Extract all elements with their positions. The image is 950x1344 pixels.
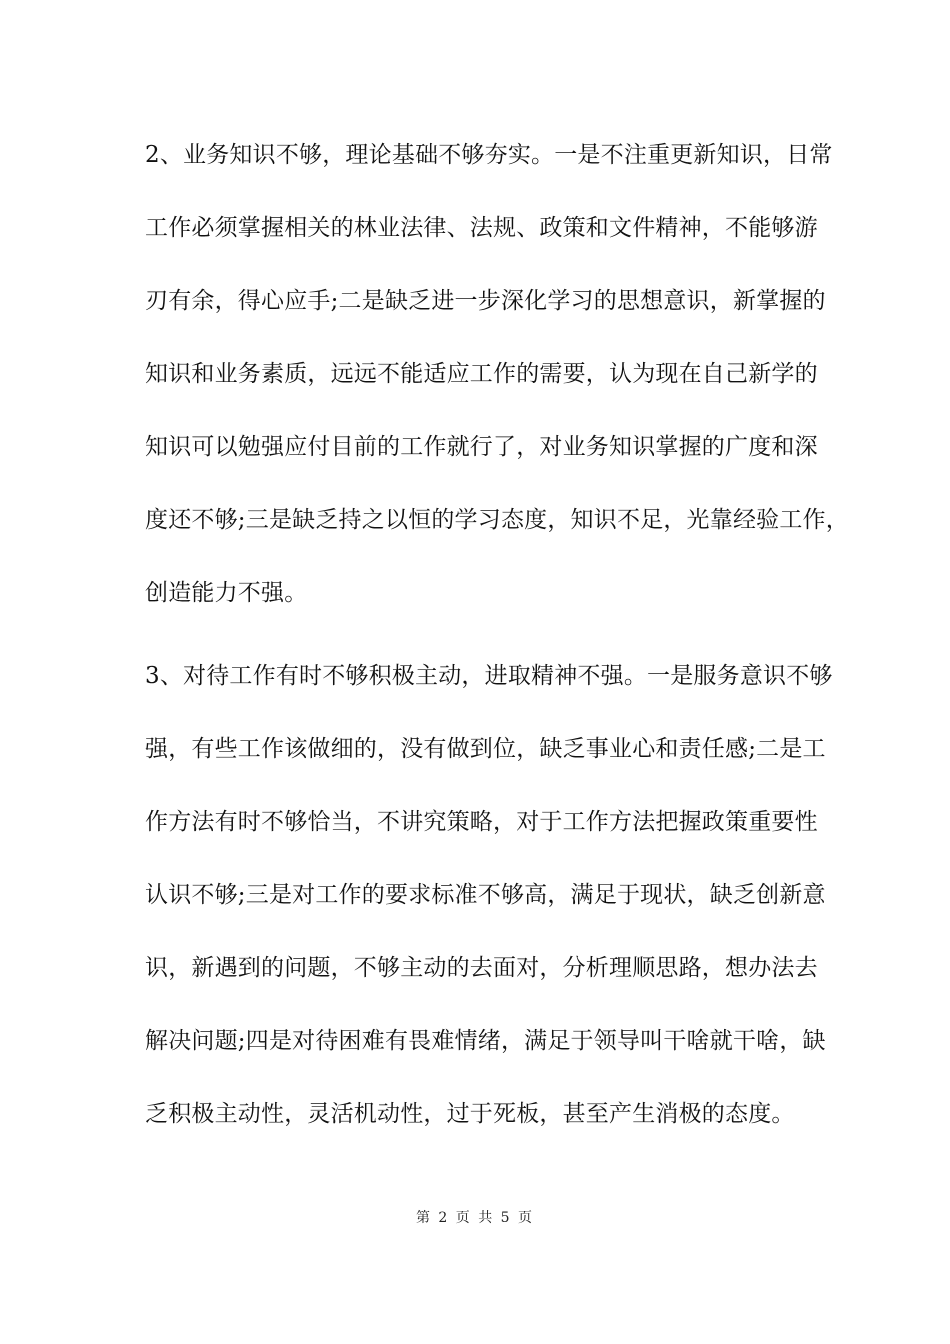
text-line-9: 强，有些工作该做细的，没有做到位，缺乏事业心和责任感;二是工 xyxy=(145,736,826,762)
text-line-13: 解决问题;四是对待困难有畏难情绪，满足于领导叫干啥就干啥，缺 xyxy=(145,1028,826,1054)
text-line-2: 工作必须掌握相关的林业法律、法规、政策和文件精神，不能够游 xyxy=(145,215,818,241)
text-line-4: 知识和业务素质，远远不能适应工作的需要，认为现在自己新学的 xyxy=(145,361,818,387)
text-line-5: 知识可以勉强应付目前的工作就行了，对业务知识掌握的广度和深 xyxy=(145,434,818,460)
text-line-1: 2、业务知识不够，理论基础不够夯实。一是不注重更新知识，日常 xyxy=(145,142,833,168)
text-line-12: 识，新遇到的问题，不够主动的去面对，分析理顺思路，想办法去 xyxy=(145,955,818,981)
text-line-11: 认识不够;三是对工作的要求标准不够高，满足于现状，缺乏创新意 xyxy=(145,882,826,908)
text-line-8: 3、对待工作有时不够积极主动，进取精神不强。一是服务意识不够 xyxy=(145,663,833,689)
text-line-3: 刃有余，得心应手;二是缺乏进一步深化学习的思想意识，新掌握的 xyxy=(145,288,826,314)
text-line-10: 作方法有时不够恰当，不讲究策略，对于工作方法把握政策重要性 xyxy=(145,809,818,835)
text-line-14: 乏积极主动性，灵活机动性，过于死板，甚至产生消极的态度。 xyxy=(145,1101,795,1127)
text-line-6: 度还不够;三是缺乏持之以恒的学习态度，知识不足，光靠经验工作， xyxy=(145,507,849,533)
page-number-footer: 第 2 页 共 5 页 xyxy=(415,1210,535,1226)
text-line-7: 创造能力不强。 xyxy=(145,580,308,606)
